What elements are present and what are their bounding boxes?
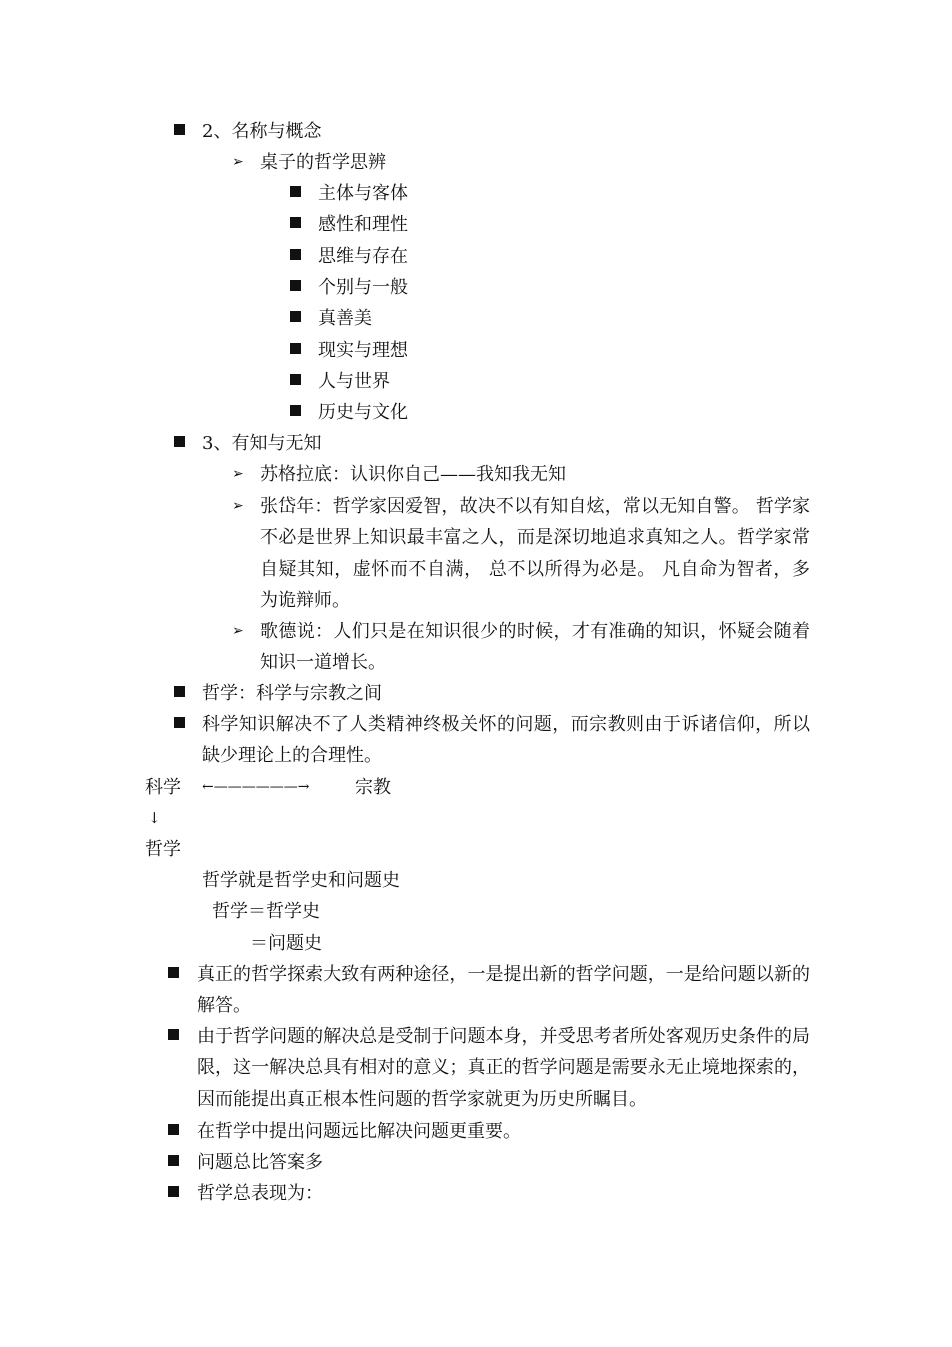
point-zhang-dainian: 张岱年：哲学家因爱智，故决不以有知自炫，常以无知自警。 哲学家不必是世界上知识最丰富之人，而是深切地追求真知之人。哲学家常自疑其知，虚怀而不自满， 总不以所得为必是。 凡自命为智者，多为诡辩师。 xyxy=(260,496,810,611)
history-line-2: 哲学＝哲学史 xyxy=(212,901,320,922)
square-bullet-icon xyxy=(290,335,301,366)
square-bullet-icon xyxy=(168,959,179,990)
square-bullet-icon xyxy=(290,209,301,240)
diagram-philosophy: 哲学 xyxy=(145,839,181,860)
final-point-3: 在哲学中提出问题远比解决问题更重要。 xyxy=(197,1121,521,1142)
list-item: 真善美 xyxy=(318,308,372,329)
list-item: 思维与存在 xyxy=(318,246,408,267)
subsection-title: 桌子的哲学思辨 xyxy=(260,152,386,173)
square-bullet-icon xyxy=(290,303,301,334)
point-socrates: 苏格拉底：认识你自己——我知我无知 xyxy=(260,464,566,485)
square-bullet-icon xyxy=(174,428,185,459)
arrowhead-bullet-icon: ➢ xyxy=(232,498,244,514)
point-goethe: 歌德说：人们只是在知识很少的时候，才有准确的知识，怀疑会随着知识一道增长。 xyxy=(260,621,810,674)
square-bullet-icon xyxy=(290,178,301,209)
square-bullet-icon xyxy=(290,272,301,303)
square-bullet-icon xyxy=(174,116,185,147)
list-item: 历史与文化 xyxy=(318,402,408,423)
section2-title: 2、名称与概念 xyxy=(202,121,322,142)
diagram-science: 科学 xyxy=(145,777,181,798)
square-bullet-icon xyxy=(290,397,301,428)
arrowhead-bullet-icon: ➢ xyxy=(232,623,244,639)
philosophy-between: 哲学：科学与宗教之间 xyxy=(202,683,382,704)
list-item: 人与世界 xyxy=(318,371,390,392)
square-bullet-icon xyxy=(290,241,301,272)
arrowhead-bullet-icon: ➢ xyxy=(232,154,244,170)
square-bullet-icon xyxy=(168,1116,179,1147)
double-arrow-icon: ←——————→ xyxy=(202,779,310,795)
final-point-2: 由于哲学问题的解决总是受制于问题本身，并受思考者所处客观历史条件的局限，这一解决总具有相对的意义；真正的哲学问题是需要永无止境地探索的，因而能提出真正根本性问题的哲学家就更为历史所瞩目。 xyxy=(197,1026,810,1110)
final-point-4: 问题总比答案多 xyxy=(197,1152,323,1173)
list-item: 主体与客体 xyxy=(318,183,408,204)
final-point-1: 真正的哲学探索大致有两种途径，一是提出新的哲学问题，一是给问题以新的解答。 xyxy=(197,964,810,1017)
history-line-3: ＝问题史 xyxy=(250,933,322,954)
square-bullet-icon xyxy=(290,366,301,397)
list-item: 现实与理想 xyxy=(318,340,408,361)
final-point-5: 哲学总表现为： xyxy=(197,1183,323,1204)
square-bullet-icon xyxy=(174,678,185,709)
square-bullet-icon xyxy=(168,1178,179,1209)
down-arrow-icon: ↓ xyxy=(148,809,161,827)
square-bullet-icon xyxy=(174,709,185,740)
history-line-1: 哲学就是哲学史和问题史 xyxy=(202,870,400,891)
square-bullet-icon xyxy=(168,1021,179,1052)
diagram-religion: 宗教 xyxy=(355,777,391,798)
list-item: 感性和理性 xyxy=(318,214,408,235)
arrowhead-bullet-icon: ➢ xyxy=(232,466,244,482)
square-bullet-icon xyxy=(168,1147,179,1178)
list-item: 个别与一般 xyxy=(318,277,408,298)
section3-title: 3、有知与无知 xyxy=(202,433,322,454)
science-religion-paragraph: 科学知识解决不了人类精神终极关怀的问题，而宗教则由于诉诸信仰，所以缺少理论上的合理性。 xyxy=(202,714,810,767)
